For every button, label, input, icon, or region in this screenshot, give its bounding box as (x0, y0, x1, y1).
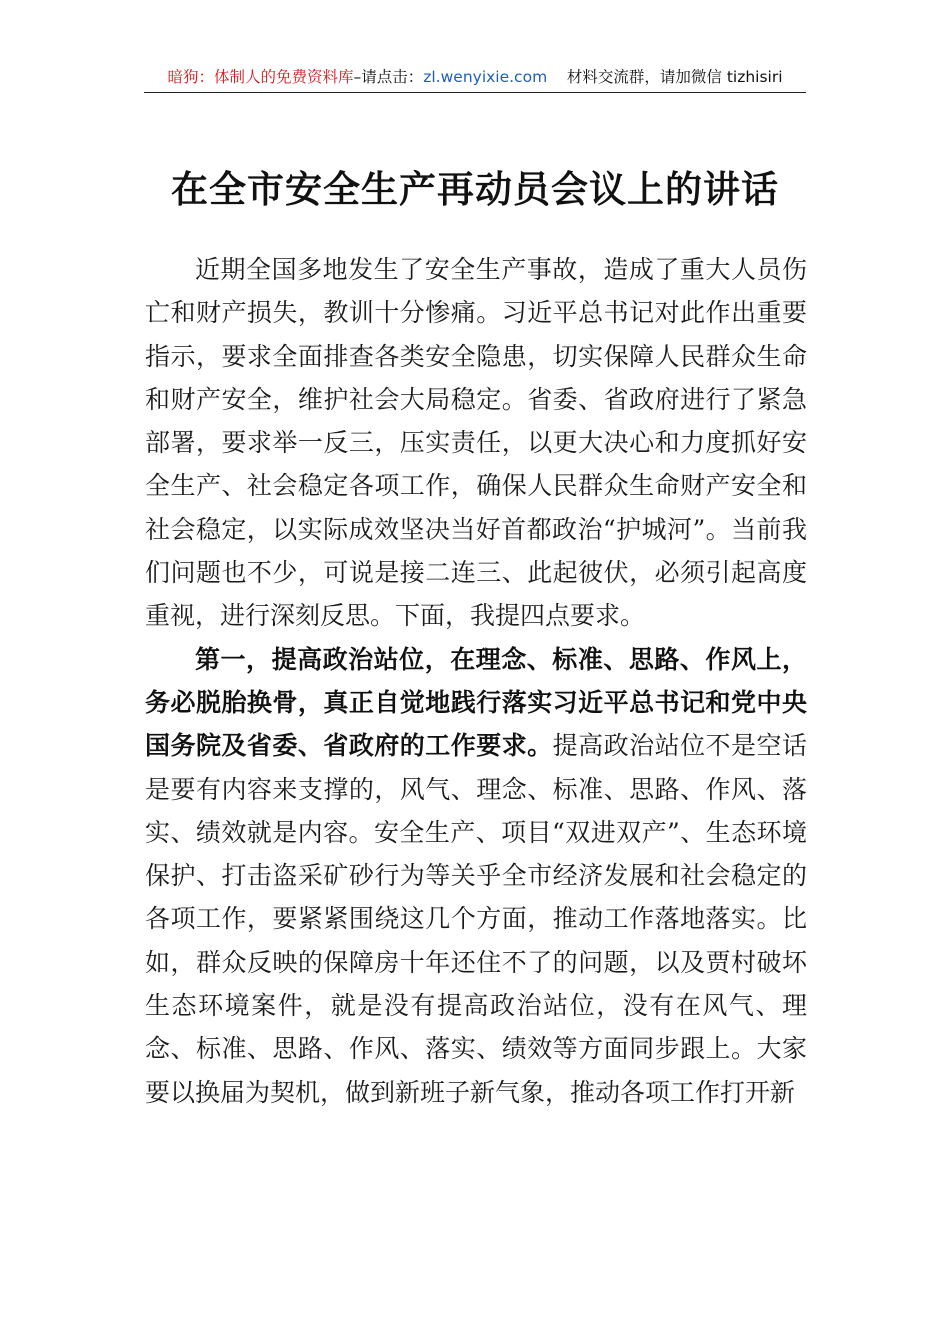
header-brand: 暗狗：体制人的免费资料库 (167, 68, 354, 86)
header-click-prompt: –请点击： (353, 68, 424, 86)
header-url-link[interactable]: zl.wenyixie.com (423, 68, 548, 86)
paragraph-first-point-lead: 第一，提高政治站位，在理念、标准、思路、作风上，务必脱胎换骨，真正自觉地践行落实习近平总书记和党中央国务院及省委、省政府的工作要求。 (145, 644, 807, 761)
header-group-text: 材料交流群，请加微信 tizhisiri (566, 68, 783, 86)
paragraph-intro (145, 248, 807, 638)
document-title: 在全市安全生产再动员会议上的讲话 (171, 167, 779, 211)
document-body (145, 248, 807, 1114)
header-spacer (547, 68, 567, 86)
page-header (144, 62, 806, 93)
paragraph-intro-text: 近期全国多地发生了安全生产事故，造成了重大人员伤亡和财产损失，教训十分惨痛。习近平总书记对此作出重要指示，要求全面排查各类安全隐患，切实保障人民群众生命和财产安全，维护社会大局稳定。省委、省政府进行了紧急部署，要求举一反三，压实责任，以更大决心和力度抓好安全生产、社会稳定各项工作，确保人民群众生命财产安全和社会稳定，以实际成效坚决当好首都政治“护城河”。当前我们问题也不少，可说是接二连三、此起彼伏，必须引起高度重视，进行深刻反思。下面，我提四点要求。 (145, 255, 807, 631)
paragraph-first-point (145, 638, 807, 1114)
paragraph-first-point-text: 提高政治站位不是空话是要有内容来支撑的，风气、理念、标准、思路、作风、落实、绩效就是内容。安全生产、项目“双进双产”、生态环境保护、打击盗采矿砂行为等关乎全市经济发展和社会稳定的各项工作，要紧紧围绕这几个方面，推动工作落地落实。比如，群众反映的保障房十年还住不了的问题，以及贾村破坏生态环境案件，就是没有提高政治站位，没有在风气、理念、标准、思路、作风、落实、绩效等方面同步跟上。大家要以换届为契机，做到新班子新气象，推动各项工作打开新 (145, 731, 807, 1107)
